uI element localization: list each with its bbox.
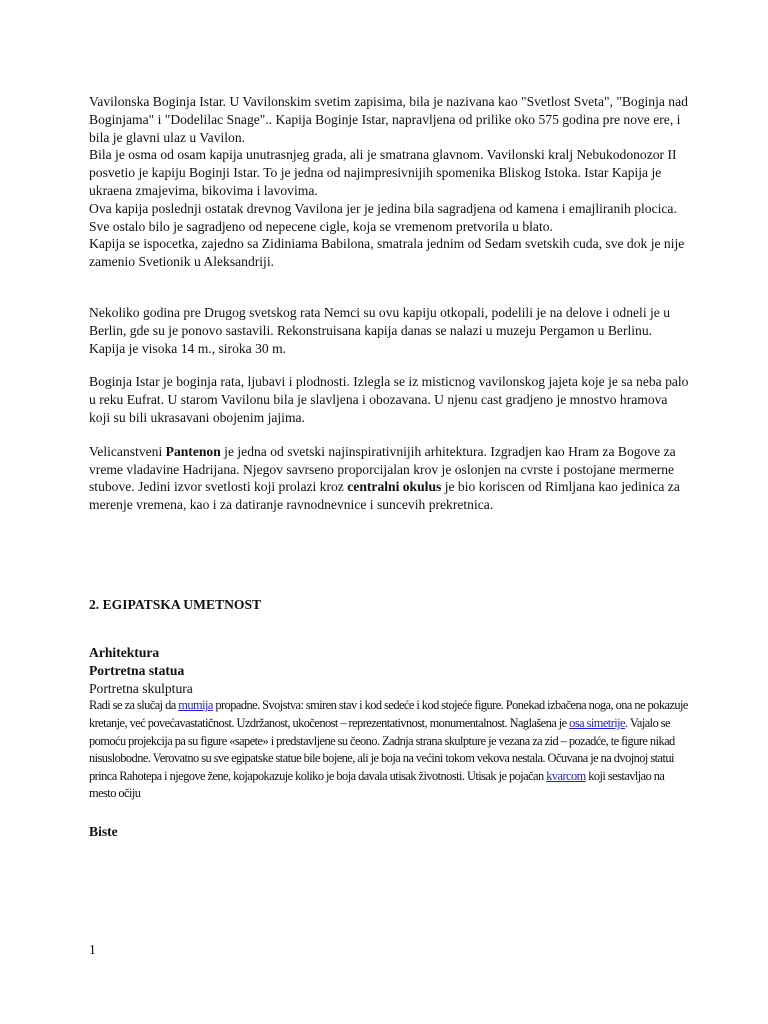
link-mumija[interactable]: mumija [178, 698, 213, 713]
paragraph-last-remnant: Ova kapija poslednji ostatak drevnog Vavilona jer je jedina bila sagradjena od kamena i emajliranih plocica. Sve ostalo bilo je sagradjeno od nepecene cigle, koja se vremenom pretvorila u blato. [89, 200, 677, 234]
spacer [89, 271, 689, 304]
paragraph-eighth-gate: Bila je osma od osam kapija unutrasnjeg grada, ali je smatrana glavnom. Vavilonski kralj Nebukodonozor II posvetio je kapiju Boginji Istar. To je jedna od najimpresivnijih spomenika Bliskog Istoka. Istar Kapija je ukraena zmajevima, bikovima i lavovima. [89, 147, 677, 198]
paragraph-goddess-istar: Boginja Istar je boginja rata, ljubavi i plodnosti. Izlegla se iz misticnog vavilonskog jajeta koje je sa neba palo u reku Eufrat. U starom Vavilonu bila je slavljena i obozavana. U njenu cast gradjeno je mnostvo hramova koji su bili ukrasavani obojenim jajima. [89, 374, 689, 425]
spacer [89, 803, 689, 823]
text-run: . Vajalo se pomoću projekcija pa su figure «sapete» i predstavljene su čeono. Zadnja strana skulpture je vezana za zid – pozadće, te figure nikad nisuslobodne. Verovatno su sve egipatske statue bile bojene, ali je boja na većini tokom vekova nestala. Očuvana je na dvojnoj statui princa Rahotepa i njegove žene, kojapokazuje koliko je boja davala utisak životnosti. Utisak je pojačan [89, 715, 675, 783]
paragraph-istar-intro: Vavilonska Boginja Istar. U Vavilonskim svetim zapisima, bila je nazivana kao "Svetlost Sveta", "Boginja nad Boginjama" i "Dodelilac Snage".. Kapija Boginje Istar, napravljena od prilike oko 575 godina pre nove ere, i bila je glavni ulaz u Vavilon. [89, 94, 688, 145]
page-number: 1 [89, 942, 96, 957]
document-body [89, 93, 689, 841]
oculus-bold: centralni okulus [347, 479, 442, 495]
text-run: Velicanstveni [89, 443, 166, 459]
paragraph-pantheon [89, 443, 689, 514]
paragraph-egyptian-sculpture [89, 697, 689, 803]
spacer [89, 514, 689, 596]
section-heading: 2. EGIPATSKA UMETNOST [89, 596, 262, 612]
text-run: je bio koriscen od Rimljana kao jedinica za merenje vremena, kao i za datiranje ravnodnevnice i suncevih prekretnica. [89, 479, 680, 513]
link-osa-simetrije[interactable]: osa simetrije [569, 715, 625, 730]
spacer [89, 614, 689, 644]
text-run: propadne. Svojstva: smiren stav i kod sedeće i kod stojeće figure. Ponekad izbačena noga, ona ne pokazuje kretanje, već povećavastatičnost. Uzdržanost, ukočenost – reprezentativnost, monumentalnost. Naglašena je [89, 698, 688, 730]
paragraph-berlin: Nekoliko godina pre Drugog svetskog rata Nemci su ovu kapiju otkopali, podelili je na delove i odneli je u Berlin, gde su je ponovo sastavili. Rekonstruisana kapija danas se nalazi u muzeju Pergamon u Berlinu. Kapija je visoka 14 m., siroka 30 m. [89, 304, 671, 356]
pantheon-bold: Pantenon [165, 443, 221, 459]
subheading-biste: Biste [89, 823, 118, 839]
text-run: koji sestavljao na mesto očiju [89, 768, 665, 801]
link-kvarcom[interactable]: kvarcom [546, 768, 586, 783]
text-run: Radi se za slučaj da [89, 698, 179, 713]
subheading-portretna-statua: Portretna statua [89, 662, 185, 678]
paragraph-seven-wonders: Kapija se ispocetka, zajedno sa Zidiniama Babilona, smatrala jednim od Sedam svetskih cuda, sve dok je nije zamenio Svetionik u Aleksandriji. [89, 236, 685, 270]
subheading-arhitektura: Arhitektura [89, 644, 160, 660]
spacer [89, 427, 689, 443]
text-run: je jedna od svetski najinspirativnijih arhitektura. Izgradjen kao Hram za Bogove za vreme vladavine Hadrijana. Njegov savrseno proporcijalan krov je oslonjen na cvrste i postojane mermerne stubove. Jedini izvor svetlosti koji prolazi kroz [89, 443, 676, 495]
spacer [89, 357, 689, 373]
subheading-portretna-skulptura: Portretna skulptura [89, 680, 193, 696]
